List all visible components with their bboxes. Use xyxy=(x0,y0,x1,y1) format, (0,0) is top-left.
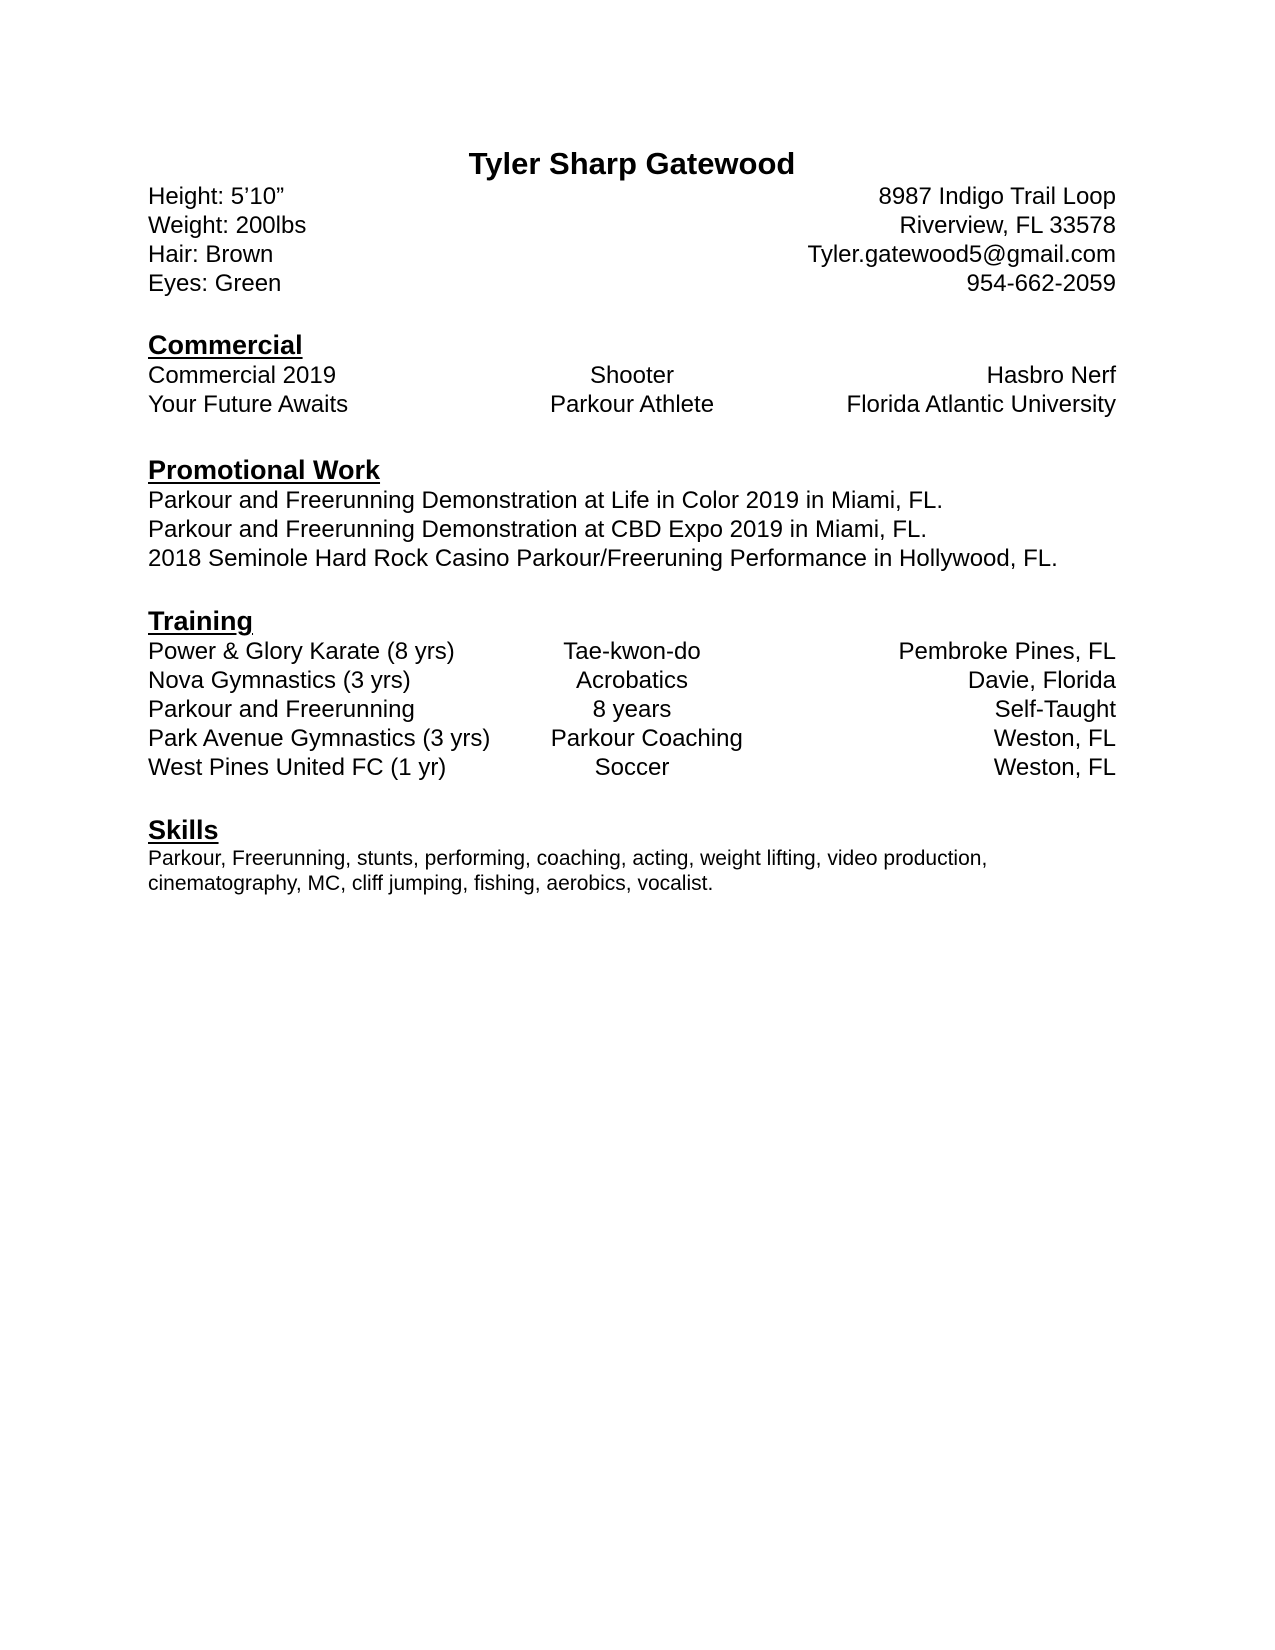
section-title-promotional: Promotional Work xyxy=(148,455,381,485)
stat-eyes: Eyes: Green xyxy=(148,270,282,297)
commercial-role: Parkour Athlete xyxy=(549,391,715,418)
training-row xyxy=(148,724,1116,753)
commercial-project: Commercial 2019 xyxy=(148,362,337,389)
commercial-client: Hasbro Nerf xyxy=(986,362,1116,389)
section-promotional xyxy=(148,454,1116,573)
commercial-project: Your Future Awaits xyxy=(148,391,349,418)
training-row xyxy=(148,637,1116,666)
header-info xyxy=(148,182,1116,298)
training-school: Nova Gymnastics (3 yrs) xyxy=(148,667,411,694)
contact-info xyxy=(807,182,1116,298)
contact-street: 8987 Indigo Trail Loop xyxy=(878,183,1116,210)
training-location: Weston, FL xyxy=(993,754,1116,781)
promotional-item: Parkour and Freerunning Demonstration at Life in Color 2019 in Miami, FL. xyxy=(148,487,944,514)
promotional-item: 2018 Seminole Hard Rock Casino Parkour/Freeruning Performance in Hollywood, FL. xyxy=(148,545,1058,572)
training-school: Parkour and Freerunning xyxy=(148,696,415,723)
contact-phone: 954-662-2059 xyxy=(966,270,1116,297)
section-skills xyxy=(148,814,1116,896)
training-discipline: Acrobatics xyxy=(575,667,689,694)
physical-stats xyxy=(148,182,306,298)
training-discipline: Parkour Coaching xyxy=(550,725,743,752)
section-title-skills: Skills xyxy=(148,815,219,845)
training-discipline: Tae-kwon-do xyxy=(563,638,701,665)
training-school: Power & Glory Karate (8 yrs) xyxy=(148,638,455,665)
contact-city: Riverview, FL 33578 xyxy=(899,212,1116,239)
commercial-role: Shooter xyxy=(589,362,675,389)
resume-content xyxy=(148,146,1116,896)
promotional-item: Parkour and Freerunning Demonstration at CBD Expo 2019 in Miami, FL. xyxy=(148,516,928,543)
section-commercial xyxy=(148,329,1116,419)
training-location: Self-Taught xyxy=(994,696,1116,723)
section-training xyxy=(148,605,1116,782)
training-discipline: 8 years xyxy=(592,696,672,723)
stat-height: Height: 5’10” xyxy=(148,183,285,210)
training-row xyxy=(148,695,1116,724)
training-discipline: Soccer xyxy=(594,754,670,781)
training-location: Pembroke Pines, FL xyxy=(898,638,1116,665)
skills-text: Parkour, Freerunning, stunts, performing, coaching, acting, weight lifting, video production, cinematography, MC, cliff jumping, fishing, aerobics, vocalist. xyxy=(148,847,988,895)
training-school: West Pines United FC (1 yr) xyxy=(148,754,447,781)
section-title-training: Training xyxy=(148,606,254,636)
commercial-client: Florida Atlantic University xyxy=(846,391,1116,418)
section-title-commercial: Commercial xyxy=(148,330,303,360)
resume-name: Tyler Sharp Gatewood xyxy=(468,146,796,181)
training-location: Weston, FL xyxy=(993,725,1116,752)
commercial-row xyxy=(148,361,1116,390)
training-row xyxy=(148,753,1116,782)
contact-email: Tyler.gatewood5@gmail.com xyxy=(807,241,1116,268)
commercial-row xyxy=(148,390,1116,419)
stat-hair: Hair: Brown xyxy=(148,241,274,268)
training-location: Davie, Florida xyxy=(967,667,1116,694)
training-row xyxy=(148,666,1116,695)
training-school: Park Avenue Gymnastics (3 yrs) xyxy=(148,725,491,752)
stat-weight: Weight: 200lbs xyxy=(148,212,307,239)
